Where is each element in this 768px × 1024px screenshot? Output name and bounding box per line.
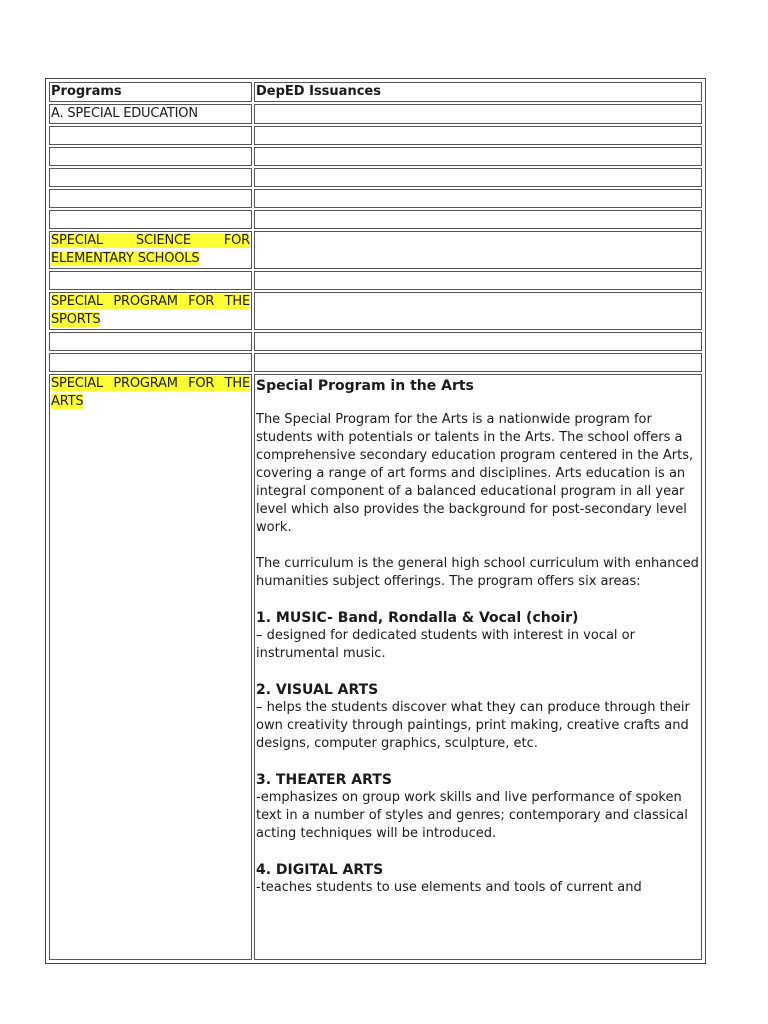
program-cell: [49, 353, 252, 372]
arts-title: Special Program in the Arts: [256, 378, 474, 394]
program-cell: [49, 147, 252, 166]
header-programs: Programs: [49, 82, 252, 102]
programs-table: [45, 78, 706, 964]
table-row: [49, 126, 702, 145]
header-issuances: DepED Issuances: [254, 82, 702, 102]
issuance-cell: [254, 126, 702, 145]
program-cell: [49, 189, 252, 208]
highlighted-label: SPECIAL PROGRAM FOR THE ARTS: [51, 376, 250, 409]
program-cell: [49, 210, 252, 229]
table-row: [49, 147, 702, 166]
program-special-education: A. SPECIAL EDUCATION: [49, 104, 252, 124]
table-row: [49, 374, 702, 960]
area-item: [256, 771, 700, 843]
arts-intro: The Special Program for the Arts is a nationwide program for students with potentials or talents in the Arts. The school offers a comprehensive secondary education program centered in the Arts, covering a range of art forms and disciplines. Arts education is an integral component of a balanced educational program in all year level which also provides the background for post-secondary level work.: [256, 412, 694, 535]
issuance-cell: [254, 292, 702, 330]
program-cell: [49, 168, 252, 187]
table-row: [49, 168, 702, 187]
issuance-cell: [254, 189, 702, 208]
area-title: 4. DIGITAL ARTS: [256, 862, 384, 878]
area-desc: -emphasizes on group work skills and live performance of spoken text in a number of styles and genres; contemporary and classical acting techniques will be introduced.: [256, 790, 688, 841]
highlighted-label: SPECIAL SCIENCE FOR ELEMENTARY SCHOOLS: [51, 233, 250, 266]
highlighted-label: SPECIAL PROGRAM FOR THE SPORTS: [51, 294, 250, 327]
table-row: [49, 353, 702, 372]
table-row: [49, 292, 702, 330]
area-title: 2. VISUAL ARTS: [256, 682, 379, 698]
table-row: [49, 332, 702, 351]
table-row: [49, 271, 702, 290]
table-row: [49, 231, 702, 269]
arts-description-cell: [254, 374, 702, 960]
issuance-cell: [254, 332, 702, 351]
arts-curriculum: The curriculum is the general high school curriculum with enhanced humanities subject offerings. The program offers six areas:: [256, 556, 699, 589]
issuance-cell: [254, 210, 702, 229]
area-desc: – helps the students discover what they can produce through their own creativity through paintings, print making, creative crafts and designs, computer graphics, sculpture, etc.: [256, 700, 690, 751]
programs-grid: [47, 80, 704, 962]
program-special-sports: [49, 292, 252, 330]
table-row: [49, 189, 702, 208]
area-desc: -teaches students to use elements and tools of current and: [256, 880, 642, 895]
issuance-cell: [254, 231, 702, 269]
area-title: 1. MUSIC- Band, Rondalla & Vocal (choir): [256, 610, 579, 626]
issuance-cell: [254, 104, 702, 124]
issuance-cell: [254, 271, 702, 290]
program-special-arts: [49, 374, 252, 960]
table-row: [49, 104, 702, 124]
program-special-science: [49, 231, 252, 269]
table-header-row: [49, 82, 702, 102]
issuance-cell: [254, 168, 702, 187]
program-cell: [49, 126, 252, 145]
area-desc: – designed for dedicated students with interest in vocal or instrumental music.: [256, 628, 635, 661]
area-item: [256, 861, 700, 897]
area-item: [256, 681, 700, 753]
issuance-cell: [254, 353, 702, 372]
table-row: [49, 210, 702, 229]
area-item: [256, 609, 700, 663]
program-cell: [49, 332, 252, 351]
area-title: 3. THEATER ARTS: [256, 772, 392, 788]
program-cell: [49, 271, 252, 290]
issuance-cell: [254, 147, 702, 166]
